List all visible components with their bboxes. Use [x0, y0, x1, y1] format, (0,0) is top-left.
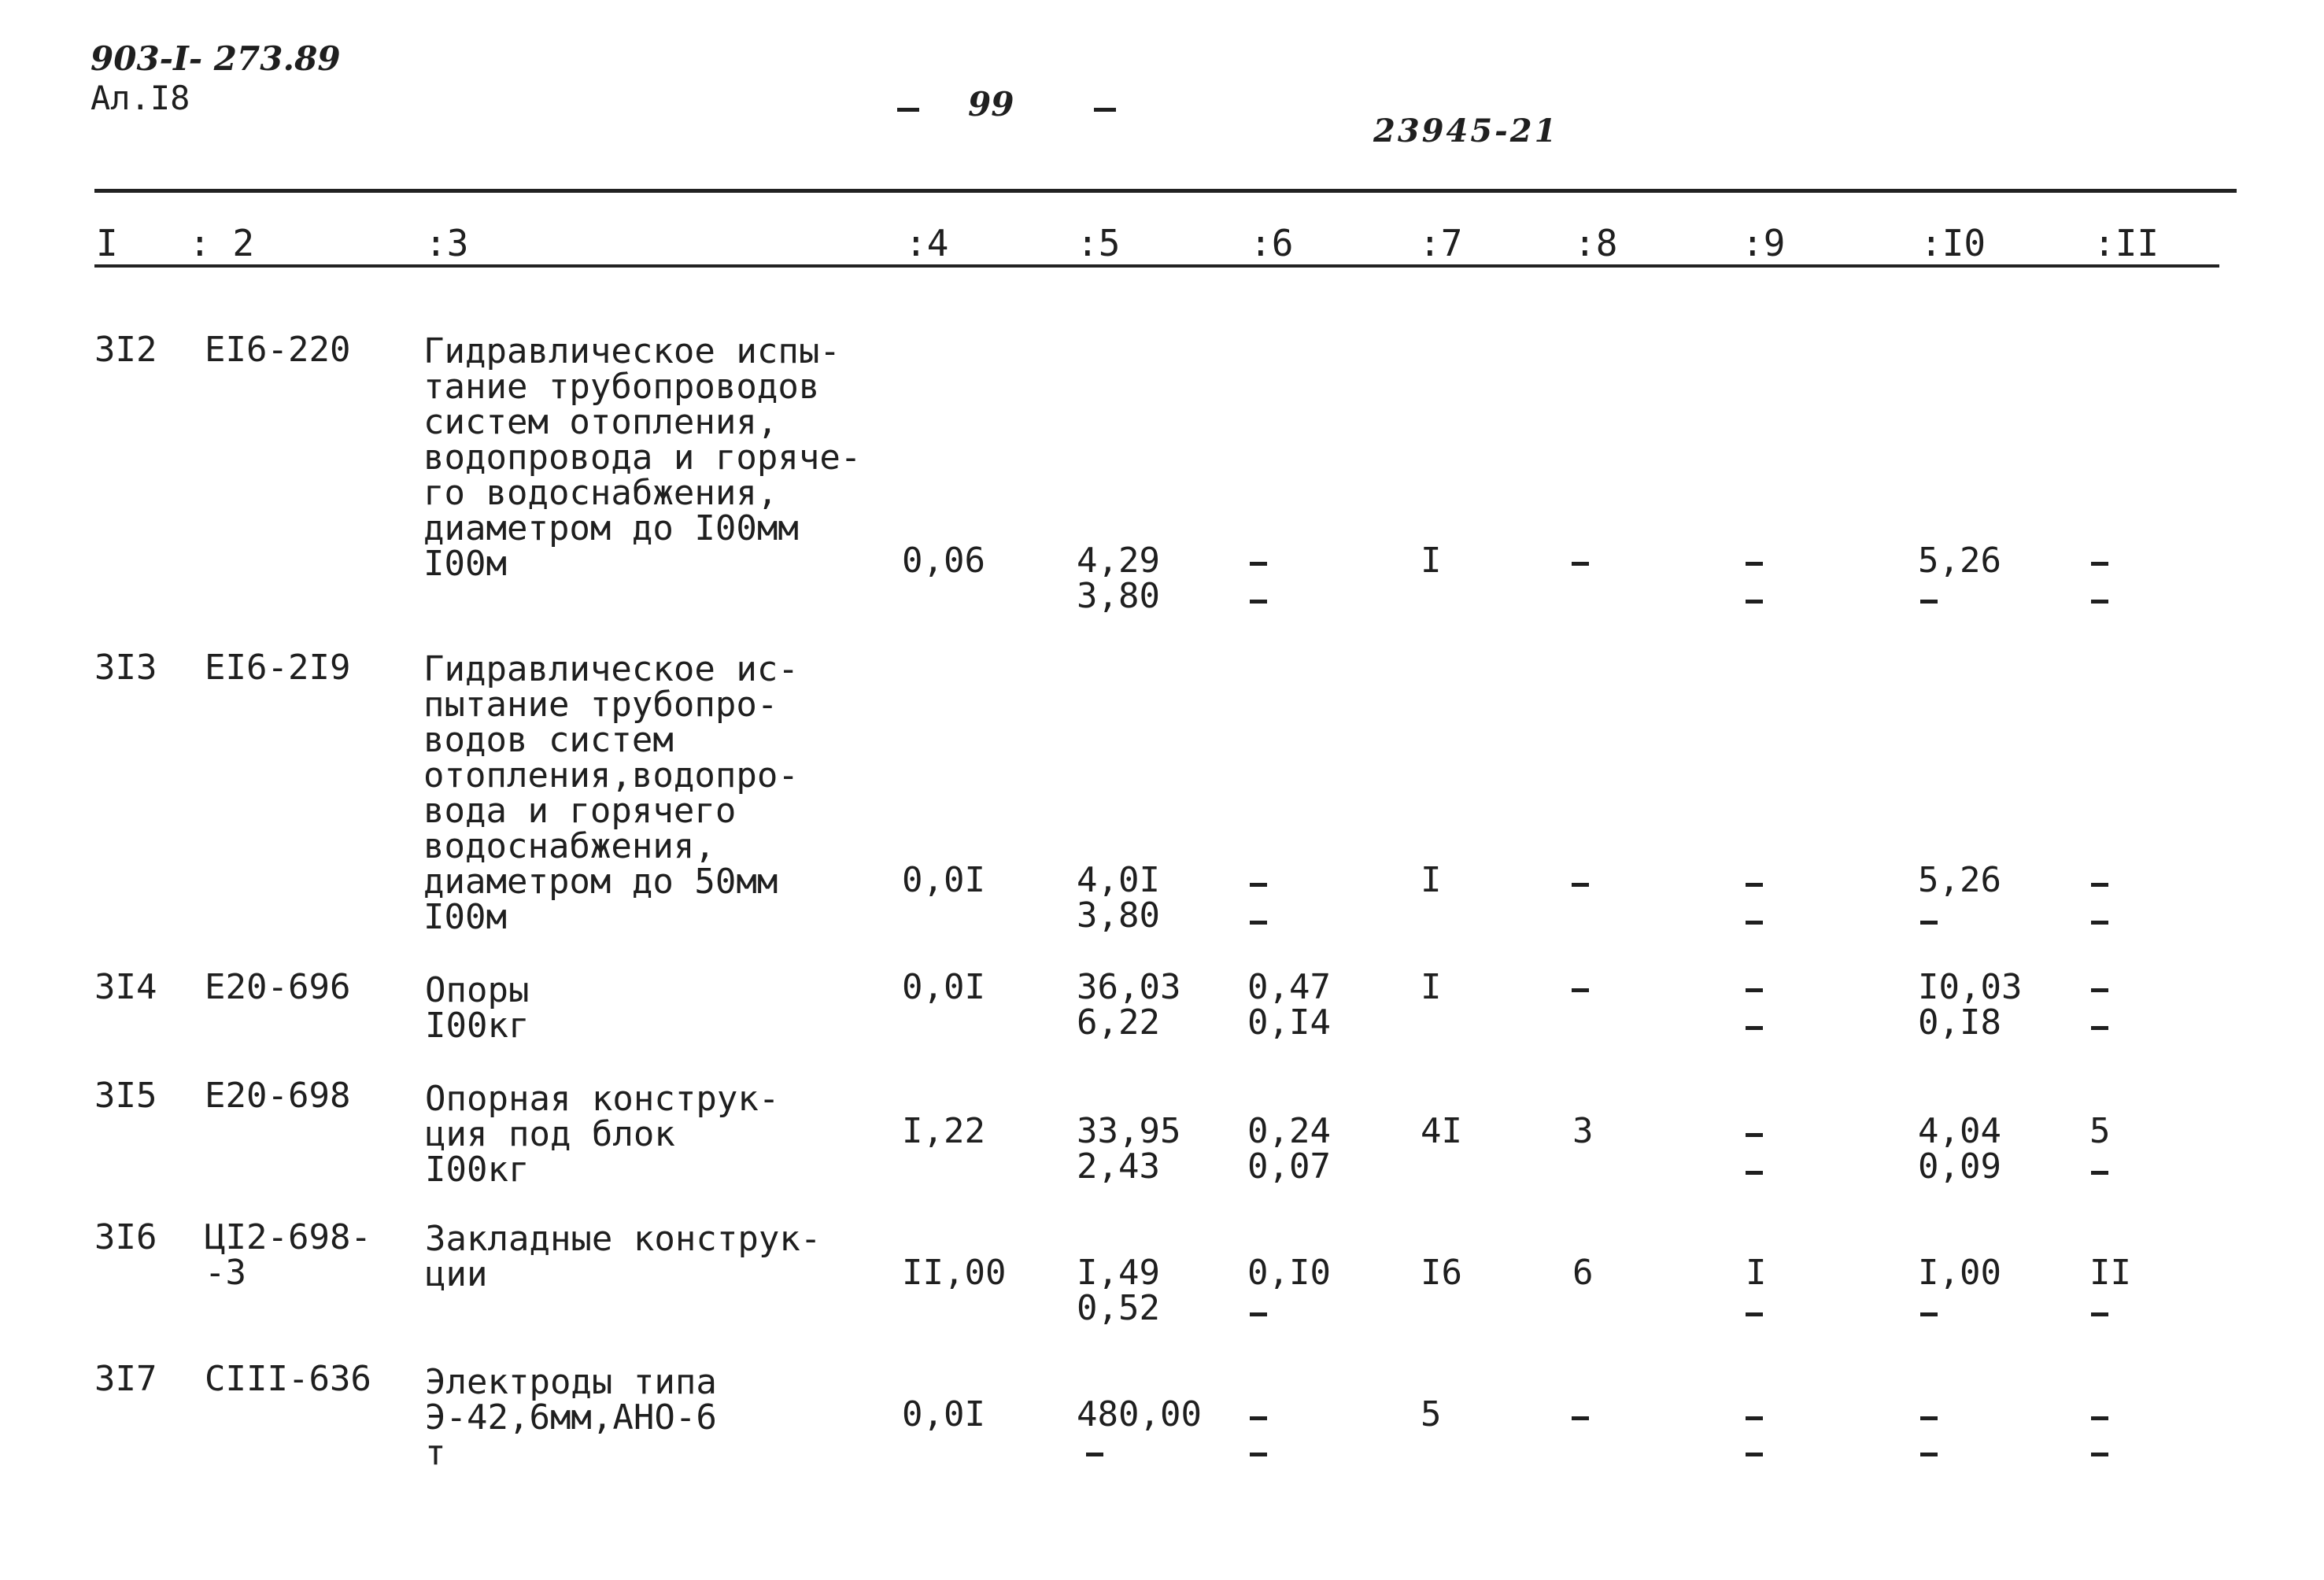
row-description: Опоры I00кг	[425, 970, 530, 1046]
row-col9-dash	[1746, 921, 1763, 925]
row-code: EI6-2I9	[205, 648, 351, 688]
row-col11-dash	[2091, 921, 2108, 925]
row-col9: I	[1746, 1253, 1767, 1293]
column-header-8: :8	[1574, 222, 1618, 264]
row-description: Гидравлическое ис- пытание трубопро- водов систем отопления,водопро- вода и горячего водоснабжения, диаметром до 50мм I00м	[423, 649, 799, 937]
row-code: E20-698	[205, 1076, 351, 1116]
row-number: 3I6	[94, 1217, 157, 1257]
row-col6-dash	[1250, 600, 1267, 604]
row-col11-dash	[2091, 562, 2108, 566]
row-col8-dash	[1572, 883, 1589, 887]
row-col11-dash	[2091, 988, 2108, 992]
row-col7: I	[1421, 967, 1442, 1007]
row-col11-dash	[2091, 600, 2108, 604]
row-col5: 33,95 2,43	[1077, 1111, 1181, 1187]
table-top-rule	[94, 189, 2237, 193]
row-description: Гидравлическое испы- тание трубопроводов систем отопления, водопровода и горяче- го водоснабжения, диаметром до I00мм I00м	[423, 331, 862, 584]
row-number: 3I5	[94, 1076, 157, 1116]
row-description: Электроды типа Э-42,6мм,АНО-6 т	[425, 1362, 717, 1473]
row-col8: 3	[1572, 1111, 1594, 1151]
row-col5-dash	[1086, 1453, 1103, 1456]
column-header-10: :I0	[1920, 222, 1986, 264]
row-description: Опорная конструк- ция под блок I00кг	[425, 1079, 780, 1190]
row-col11-dash	[2091, 1416, 2108, 1420]
row-col11-dash	[2091, 1453, 2108, 1456]
row-col9-dash	[1746, 1171, 1763, 1175]
column-header-7: :7	[1419, 222, 1463, 264]
row-col11: 5	[2089, 1111, 2111, 1151]
row-col11-dash	[2091, 1312, 2108, 1316]
row-number: 3I2	[94, 330, 157, 370]
page-number: 99	[968, 85, 1014, 124]
row-col10-dash	[1920, 1416, 1938, 1420]
row-col9-dash	[1746, 988, 1763, 992]
column-header-2: : 2	[189, 222, 255, 264]
row-col10-dash	[1920, 921, 1938, 925]
row-col6: 0,24 0,07	[1247, 1111, 1331, 1187]
column-header-11: :II	[2093, 222, 2160, 264]
row-col10-dash	[1920, 1453, 1938, 1456]
row-description: Закладные конструк- ции	[425, 1219, 822, 1294]
document-code: 903-I- 273.89	[91, 39, 341, 78]
row-code: EI6-220	[205, 330, 351, 370]
row-number: 3I3	[94, 648, 157, 688]
row-col7: I	[1421, 860, 1442, 900]
row-col7: 4I	[1421, 1111, 1462, 1151]
row-col4: 0,06	[902, 541, 985, 581]
row-code: CIII-636	[205, 1359, 371, 1399]
row-col5: 480,00	[1077, 1394, 1202, 1434]
row-col4: 0,0I	[902, 1394, 985, 1434]
page-number-dash-right	[1094, 108, 1116, 112]
row-col8-dash	[1572, 1416, 1589, 1420]
column-header-5: :5	[1077, 222, 1121, 264]
row-col11-dash	[2091, 1171, 2108, 1175]
row-col11-dash	[2091, 883, 2108, 887]
row-col10-dash	[1920, 1312, 1938, 1316]
row-col9-dash	[1746, 883, 1763, 887]
column-header-6: :6	[1250, 222, 1294, 264]
row-col6-dash	[1250, 562, 1267, 566]
row-col6-dash	[1250, 883, 1267, 887]
row-col5: I,49 0,52	[1077, 1253, 1160, 1328]
row-col10: 4,04 0,09	[1918, 1111, 2001, 1187]
row-col6-dash	[1250, 1416, 1267, 1420]
row-col7: I	[1421, 541, 1442, 581]
album-number: Ал.I8	[91, 79, 190, 117]
row-col10-dash	[1920, 600, 1938, 604]
row-col9-dash	[1746, 1416, 1763, 1420]
row-col6-dash	[1250, 1453, 1267, 1456]
row-col6-dash	[1250, 1312, 1267, 1316]
column-header-1: I	[96, 222, 118, 264]
column-header-4: :4	[905, 222, 949, 264]
row-number: 3I4	[94, 967, 157, 1007]
row-col7: I6	[1421, 1253, 1462, 1293]
row-col6-dash	[1250, 921, 1267, 925]
row-col5: 4,29 3,80	[1077, 541, 1160, 616]
row-col10: 5,26	[1918, 541, 2001, 581]
row-col6: 0,I0	[1247, 1253, 1331, 1293]
row-col8-dash	[1572, 562, 1589, 566]
row-col5: 36,03 6,22	[1077, 967, 1181, 1043]
row-col9-dash	[1746, 562, 1763, 566]
page-number-dash-left	[897, 108, 919, 112]
row-col7: 5	[1421, 1394, 1442, 1434]
row-col6: 0,47 0,I4	[1247, 967, 1331, 1043]
row-code: E20-696	[205, 967, 351, 1007]
row-col9-dash	[1746, 1312, 1763, 1316]
row-col10: I0,03 0,I8	[1918, 967, 2023, 1043]
row-col4: I,22	[902, 1111, 985, 1151]
row-col11-dash	[2091, 1026, 2108, 1030]
row-col4: II,00	[902, 1253, 1007, 1293]
column-header-3: :3	[425, 222, 469, 264]
column-header-9: :9	[1742, 222, 1786, 264]
row-col4: 0,0I	[902, 967, 985, 1007]
row-col4: 0,0I	[902, 860, 985, 900]
row-col10: 5,26	[1918, 860, 2001, 900]
row-number: 3I7	[94, 1359, 157, 1399]
row-col9-dash	[1746, 1133, 1763, 1137]
row-col9-dash	[1746, 1026, 1763, 1030]
row-col9-dash	[1746, 1453, 1763, 1456]
sheet-code: 23945-21	[1373, 113, 1559, 150]
row-col8-dash	[1572, 988, 1589, 992]
row-col9-dash	[1746, 600, 1763, 604]
row-col11: II	[2089, 1253, 2131, 1293]
row-col5: 4,0I 3,80	[1077, 860, 1160, 936]
row-code: ЦI2-698- -3	[205, 1217, 371, 1293]
row-col8: 6	[1572, 1253, 1594, 1293]
table-header-rule	[94, 264, 2219, 268]
row-col10: I,00	[1918, 1253, 2001, 1293]
